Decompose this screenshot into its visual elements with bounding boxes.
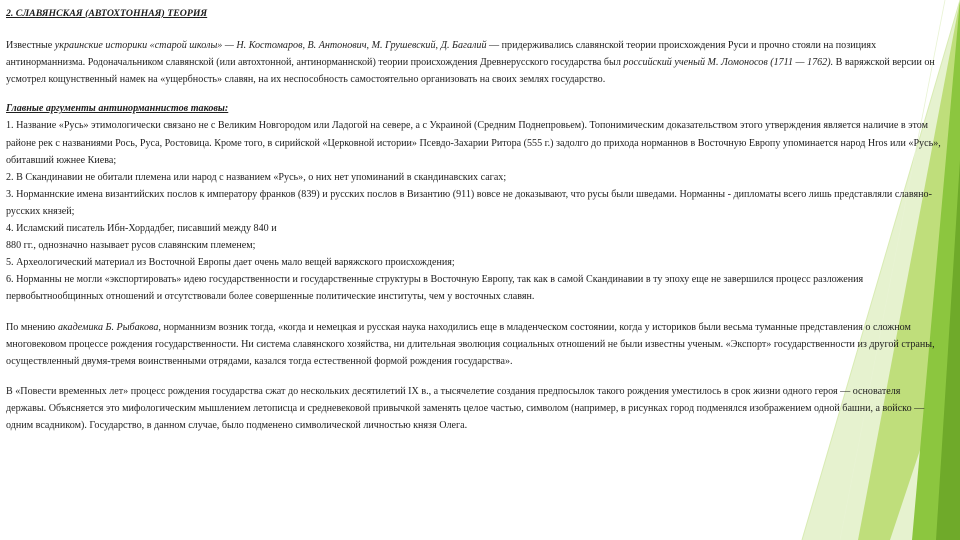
intro-text-1: Известные	[6, 40, 55, 52]
argument-item: 3. Норманнские имена византийских послов к императору франков (839) и русских послов в Византию (911) вовсе не доказывают, что русы были шведами. Норманны - дипломаты всего лишь представляли славяно-русских князей;	[6, 188, 932, 217]
argument-item: 1. Название «Русь» этимологически связано не с Великим Новгородом или Ладогой на севере, а с Украиной (Средним Поднепровьем). Топонимическим доказательством этого утверждения является наличие в этом районе рек с названиями Рось, Руса, Ростовица. Кроме того, в сирийской «Церковной истории» Псевдо-Захарии Ритора (555 г.) задолго до прихода норманнов в Восточную Европу упоминается народ Hros или «Русь», обитавший южнее Киева;	[6, 120, 941, 166]
argument-item: 2. В Скандинавии не обитали племена или народ с названием «Русь», о них нет упоминаний в скандинавских сагах;	[6, 171, 507, 183]
intro-historians: украинские историки «старой школы» — Н. Костомаров, В. Антонович, М. Грушевский, Д. Багалий	[54, 40, 487, 52]
intro-text-3: В варяжской версии он усмотрел кощунственный намек на «ущербность» славян, на их неспособность самостоятельно организовать на своих землях государство.	[6, 57, 935, 86]
rybakov-text-1: По мнению	[6, 321, 58, 333]
intro-paragraph	[6, 37, 941, 88]
rybakov-text-2: , норманнизм возник тогда, «когда и немецкая и русская наука находились еще в младенческом состоянии, когда у историков были весьма туманные представления о сложном многовековом процессе рождения государственности. Ни система славянского хозяйства, ни длительная эволюция социальных отношений не были известны ученым. «Экспорт» государственности из другой страны, осуществленный двумя-тремя воинственными отрядами, казался тогда естественной формой рождения государства».	[6, 321, 935, 367]
intro-text-2: — придерживались славянской теории происхождения Руси и прочно стояли на позициях антинорманнизма. Родоначальником славянской (или автохтонной, антинорманнской) теории происхождения Древнерусского государства был	[6, 40, 877, 69]
argument-item: 5. Археологический материал из Восточной Европы дает очень мало вещей варяжского происхождения;	[6, 257, 455, 269]
intro-lomonosov: российский ученый М. Ломоносов (1711 — 1762).	[623, 57, 834, 69]
chronicle-paragraph: В «Повести временных лет» процесс рождения государства сжат до нескольких десятилетий IX в., а тысячелетие создания предпосылок такого рождения уместилось в срок жизни одного героя — основателя державы. Объясняется это мифологическим мышлением летописца и средневековой привычкой заменять целое частью, символом (например, в рисунках город подменялся изображением одной башни, а войско — одним всадником). Государство, в данном случае, было подменено символической личностью князя Олега.	[6, 385, 925, 431]
rybakov-paragraph	[6, 319, 941, 370]
argument-item: 6. Норманны не могли «экспортировать» идею государственности и государственные структуры в Восточную Европу, так как в самой Скандинавии в ту эпоху еще не завершился процесс разложения первобытнообщинных отношений и отсутствовали более совершенные политические институты, чем у восточных славян.	[6, 274, 864, 303]
slide-content	[6, 5, 941, 434]
rybakov-name: академика Б. Рыбакова	[58, 321, 159, 333]
arguments-heading: Главные аргументы антинорманнистов таковы:	[6, 103, 229, 115]
argument-item: 880 гг., однозначно называет русов славянским племенем;	[6, 240, 256, 252]
slide-title: 2. СЛАВЯНСКАЯ (АВТОХТОННАЯ) ТЕОРИЯ	[6, 8, 208, 19]
argument-item: 4. Исламский писатель Ибн-Хордадбег, писавший между 840 и	[6, 223, 277, 235]
